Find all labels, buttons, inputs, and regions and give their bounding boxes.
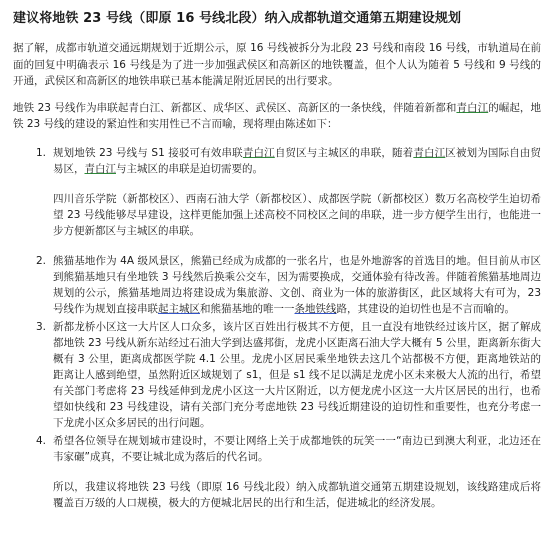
reason-item-2 (13, 253, 541, 317)
reason-subparagraph: 四川音乐学院（新都校区）、西南石油大学（新都校区）、成都医学院（新都校区）数万名高校学生迫切希望 23 号线能够尽早建设，这样更能加强上述高校不同校区之间的串联，进一步方便学生出行，也能进一步方便新都区与主城区的串联。 (53, 192, 541, 237)
reason-text-segment: 区被划为国际自由贸易区， (53, 146, 542, 175)
reason-number: 2. (36, 254, 47, 267)
intro-paragraph: 据了解，成都市轨道交通远期规划于近期公示，原 16 号线被拆分为北段 23 号线和南段 16 号线，市轨道局在前面的回复中明确表示 16 号线是为了进一步加强武侯区和高新区的地铁覆盖，但个人认为随着 5 号线和 9 号线的开通，武侯区和高新区的地铁串联已基本能满足附近居民的出行要求。 (13, 42, 541, 87)
background-text-before: 地铁 23 号线作为串联起青白江、新都区、成华区、武侯区、高新区的一条快线，伴随着新都和 (13, 101, 457, 114)
reason-item-4 (13, 433, 541, 465)
conclusion-paragraph: 所以，我建议将地铁 23 号线（即原 16 号线北段）纳入成都轨道交通第五期建设规划，该线路建成后将覆盖百万级的人口规模，极大的方便城北居民的出行和生活，促进城北的经济发展。 (53, 480, 541, 509)
reason-text (53, 145, 541, 177)
reason-text: 新都龙桥小区这一大片区人口众多，该片区百姓出行极其不方便，且一直没有地铁经过该片区，据了解成都地铁 23 号线从新东站经过石油大学到达盛邦街，龙虎小区距离石油大学大概有 5 公里，距离新东街大概有 3 公里，距离成都医学院 4.1 公里。龙虎小区居民乘坐地铁去这几个站都极不方便，距离地铁站的距离让人感到绝望，虽然附近区域规划了 s1，但是 s1 线不足以满足龙虎小区未来极大人流的出行，希望有关部门考虑将 23 号线延伸到龙虎小区这一大片区附近，以方便龙虎小区这一大片区居民的出行，也希望如快线和 23 号线建设，请有关部门充分考虑地铁 23 号线近期建设的迫切性和重要性，也充分考虑一下龙虎小区众多居民的出行问题。 (53, 320, 541, 429)
reason-text-segment: 路，其建设的迫切性也是不言而喻的。 (336, 302, 515, 315)
reason-text-segment: 与主城区的串联是迫切需要的。 (116, 162, 263, 175)
reason-number: 4. (36, 434, 47, 447)
document-title: 建议将地铁 23 号线（即原 16 号线北段）纳入成都轨道交通第五期建设规划 (13, 11, 462, 26)
reasons-list (13, 145, 541, 465)
reason-number: 1. (36, 146, 47, 159)
reason-underlined-term: 青白江 (84, 162, 116, 175)
reason-number: 3. (36, 320, 47, 333)
reason-underlined-term: 青白江 (413, 146, 446, 159)
reason-item-3 (13, 319, 541, 431)
background-text-after: 的崛起，地铁 23 号线的建设的紧迫性和实用性已不言而喻，现将理由陈述如下： (13, 101, 542, 130)
reason-item-1 (13, 145, 541, 239)
reason-text-segment: 规划地铁 23 号线与 S1 接驳可有效串联 (53, 146, 243, 159)
reason-text-segment: 和熊猫基地的唯一一 (200, 302, 295, 315)
reason-underlined-term: 起主城区 (158, 302, 200, 315)
reason-underlined-term: 条地铁线 (294, 302, 337, 315)
background-paragraph (13, 100, 541, 133)
reason-text-segment: 熊猫基地作为 4A 级风景区，熊猫已经成为成都的一张名片，也是外地游客的首选目的地。但目前从市区到熊猫基地只有坐地铁 3 号线然后换乘公交车，因为需要换成，交通体验有待改善。伴随着熊猫基地周边规划的公示，熊猫基地周边将建设成为集旅游、文创、商业为一体的旅游街区，此区域将大有可为，23 号线作为规划直接串联 (53, 254, 541, 315)
background-underlined-term: 青白江 (456, 101, 489, 114)
reason-text (53, 253, 541, 317)
reason-text-segment: 自贸区与主城区的串联，随着 (274, 146, 414, 159)
reason-text: 希望各位领导在规划城市建设时，不要让网络上关于成都地铁的玩笑一一“南边已到澳大利亚，北边还在韦家碾”成真，不要让城北成为落后的代名词。 (53, 434, 541, 463)
reason-underlined-term: 青白江 (242, 146, 275, 159)
